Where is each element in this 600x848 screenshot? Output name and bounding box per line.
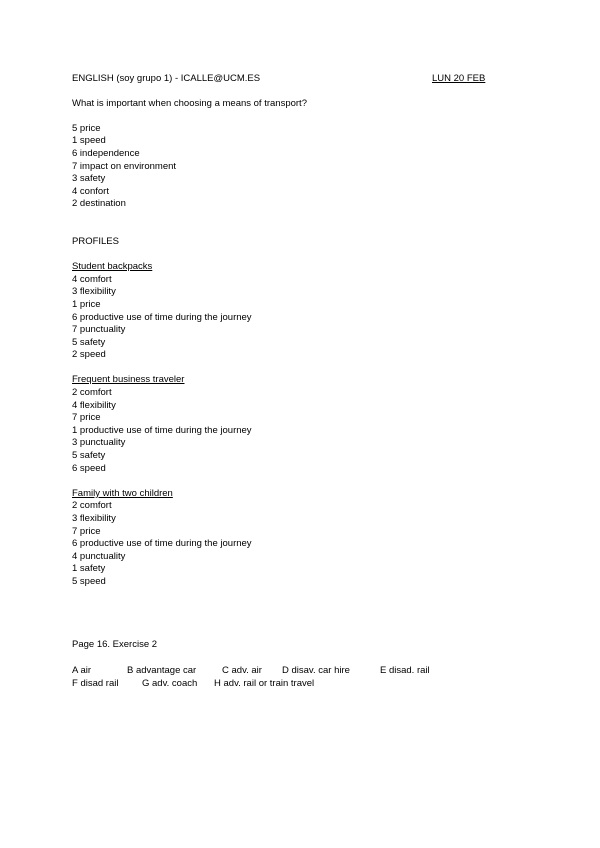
profile-title: Family with two children xyxy=(72,487,173,499)
header-date: LUN 20 FEB xyxy=(432,73,486,84)
list-item: 7 punctuality xyxy=(72,324,126,336)
profile-student xyxy=(72,261,532,362)
list-item: 1 productive use of time during the journey xyxy=(72,424,252,436)
answer-item: H adv. rail or train travel xyxy=(214,677,315,689)
profile-business xyxy=(72,374,532,475)
profile-title: Frequent business traveler xyxy=(72,374,185,386)
answer-item: D disav. car hire xyxy=(282,664,350,676)
list-item: 5 speed xyxy=(72,575,106,587)
list-item: 3 flexibility xyxy=(72,286,116,298)
document-page xyxy=(72,72,532,690)
list-item: 7 price xyxy=(72,412,101,424)
exercise-title: Page 16. Exercise 2 xyxy=(72,638,158,650)
ranking-list xyxy=(72,123,532,211)
exercise-row-1 xyxy=(72,664,532,677)
list-item: 3 safety xyxy=(72,173,106,185)
list-item: 4 punctuality xyxy=(72,550,126,562)
header-title: ENGLISH (soy grupo 1) - ICALLE@UCM.ES xyxy=(72,73,261,84)
list-item: 3 punctuality xyxy=(72,437,126,449)
list-item: 6 speed xyxy=(72,462,106,474)
list-item: 2 destination xyxy=(72,198,126,210)
exercise-row-2 xyxy=(72,677,532,690)
list-item: 6 productive use of time during the journey xyxy=(72,311,252,323)
answer-item: B advantage car xyxy=(127,664,197,676)
list-item: 1 price xyxy=(72,298,101,310)
answer-item: E disad. rail xyxy=(380,664,430,676)
question: What is important when choosing a means of transport? xyxy=(72,97,307,109)
answer-item: F disad rail xyxy=(72,677,119,689)
list-item: 2 comfort xyxy=(72,500,112,512)
list-item: 6 independence xyxy=(72,147,140,159)
list-item: 5 safety xyxy=(72,450,106,462)
list-item: 3 flexibility xyxy=(72,513,116,524)
list-item: 1 safety xyxy=(72,563,106,575)
list-item: 2 comfort xyxy=(72,387,112,399)
header xyxy=(72,72,532,85)
answer-item: A air xyxy=(72,664,92,676)
list-item: 5 price xyxy=(72,122,101,134)
list-item: 4 flexibility xyxy=(72,399,116,411)
list-item: 4 confort xyxy=(72,185,109,197)
list-item: 1 speed xyxy=(72,135,106,147)
answer-item: C adv. air xyxy=(222,664,262,676)
list-item: 4 comfort xyxy=(72,273,112,285)
profile-title: Student backpacks xyxy=(72,261,153,273)
list-item: 7 price xyxy=(72,525,101,537)
profiles-heading: PROFILES xyxy=(72,235,119,247)
answer-item: G adv. coach xyxy=(142,677,198,689)
list-item: 2 speed xyxy=(72,349,106,361)
profile-family xyxy=(72,488,532,589)
list-item: 7 impact on environment xyxy=(72,160,177,172)
list-item: 5 safety xyxy=(72,336,106,348)
list-item: 6 productive use of time during the journey xyxy=(72,538,252,550)
